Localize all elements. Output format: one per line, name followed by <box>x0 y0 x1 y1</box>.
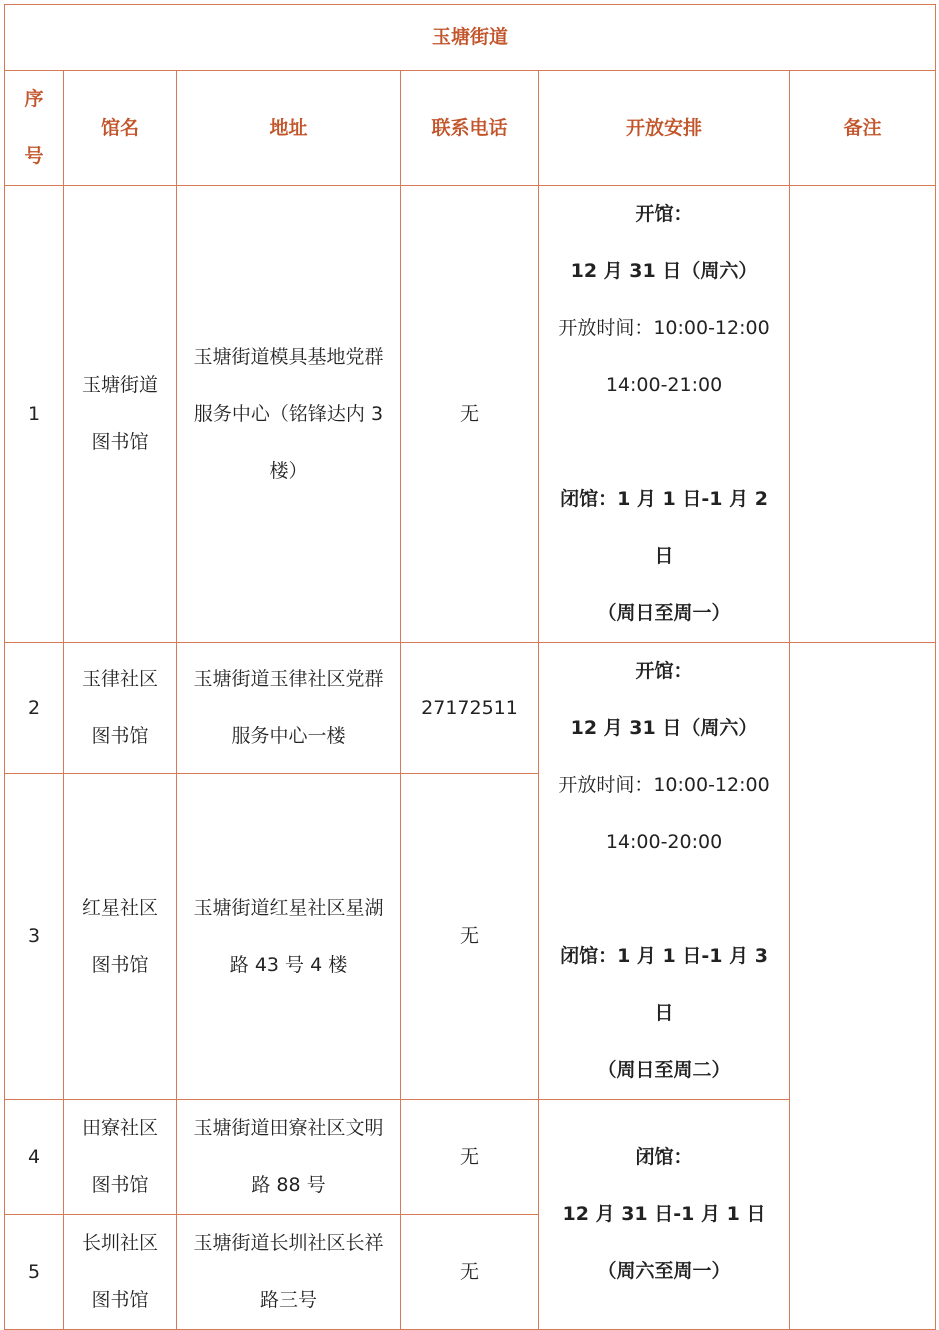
library-phone: 无 <box>401 774 539 1100</box>
library-name-line: 长圳社区 <box>81 1232 158 1254</box>
open-date: 12 月 31 日（周六） <box>570 260 758 282</box>
open-label: 开馆： <box>635 203 693 225</box>
row-index: 1 <box>5 186 64 643</box>
library-phone: 无 <box>401 1100 539 1215</box>
library-name-line: 玉塘街道 <box>81 374 158 396</box>
library-name-line: 玉律社区 <box>81 668 158 691</box>
opening-hours-evening: 14:00-21:00 <box>605 374 723 396</box>
opening-hours-evening: 14:00-20:00 <box>605 831 723 853</box>
address-line: 玉塘街道长圳社区长祥 <box>193 1232 384 1254</box>
library-schedule-table <box>4 4 936 1330</box>
library-phone: 无 <box>401 1215 539 1330</box>
header-row <box>5 71 936 186</box>
schedule-cell <box>539 1100 790 1330</box>
header-schedule: 开放安排 <box>539 71 790 186</box>
address-line: 路三号 <box>259 1289 317 1311</box>
header-name: 馆名 <box>64 71 177 186</box>
header-remarks: 备注 <box>790 71 936 186</box>
address-line: 楼） <box>269 459 308 482</box>
address-line: 路 88 号 <box>251 1174 326 1196</box>
library-name <box>64 643 177 774</box>
row-index: 4 <box>5 1100 64 1215</box>
library-name-line: 红星社区 <box>81 896 158 919</box>
library-name-line: 图书馆 <box>91 431 149 453</box>
closed-weekdays: （周六至周一） <box>597 1260 731 1282</box>
library-name-line: 图书馆 <box>91 953 149 976</box>
schedule-cell <box>539 643 790 1100</box>
library-name-line: 图书馆 <box>91 1289 149 1311</box>
address-line: 玉塘街道模具基地党群 <box>193 345 384 368</box>
library-name <box>64 186 177 643</box>
library-name-line: 图书馆 <box>91 725 149 748</box>
library-address <box>177 1215 401 1330</box>
library-address <box>177 1100 401 1215</box>
address-line: 服务中心一楼 <box>231 725 346 748</box>
remarks-cell <box>790 186 936 643</box>
library-address <box>177 774 401 1100</box>
row-index: 5 <box>5 1215 64 1330</box>
library-name-line: 田寮社区 <box>81 1117 158 1139</box>
address-line: 玉塘街道玉律社区党群 <box>193 668 384 691</box>
opening-hours: 开放时间：10:00-12:00 <box>558 317 770 339</box>
closed-dates: 闭馆：1 月 1 日-1 月 3 日 <box>560 945 768 1024</box>
table-row <box>5 186 936 643</box>
opening-hours: 开放时间：10:00-12:00 <box>558 774 770 796</box>
schedule-spacer <box>551 871 777 928</box>
address-line: 玉塘街道红星社区星湖 <box>193 896 384 919</box>
library-address <box>177 643 401 774</box>
open-label: 开馆： <box>635 660 693 682</box>
library-phone: 无 <box>401 186 539 643</box>
library-name-line: 图书馆 <box>91 1174 149 1196</box>
header-phone: 联系电话 <box>401 71 539 186</box>
library-name <box>64 1215 177 1330</box>
library-name <box>64 1100 177 1215</box>
library-name <box>64 774 177 1100</box>
remarks-cell <box>790 643 936 1330</box>
address-line: 服务中心（铭锋达内 3 <box>193 402 384 425</box>
table-title: 玉塘街道 <box>5 5 936 71</box>
open-date: 12 月 31 日（周六） <box>570 717 758 739</box>
header-index: 序号 <box>5 71 64 186</box>
address-line: 路 43 号 4 楼 <box>229 953 348 976</box>
table-row <box>5 643 936 774</box>
schedule-spacer <box>551 414 777 471</box>
library-address <box>177 186 401 643</box>
library-phone: 27172511 <box>401 643 539 774</box>
closed-dates: 闭馆：1 月 1 日-1 月 2 日 <box>560 488 768 567</box>
schedule-cell <box>539 186 790 643</box>
row-index: 2 <box>5 643 64 774</box>
row-index: 3 <box>5 774 64 1100</box>
header-address: 地址 <box>177 71 401 186</box>
closed-label: 闭馆： <box>635 1146 693 1168</box>
closed-dates: 12 月 31 日-1 月 1 日 <box>562 1203 766 1225</box>
address-line: 玉塘街道田寮社区文明 <box>193 1117 384 1139</box>
closed-weekdays: （周日至周二） <box>597 1059 731 1081</box>
closed-weekdays: （周日至周一） <box>597 602 731 624</box>
